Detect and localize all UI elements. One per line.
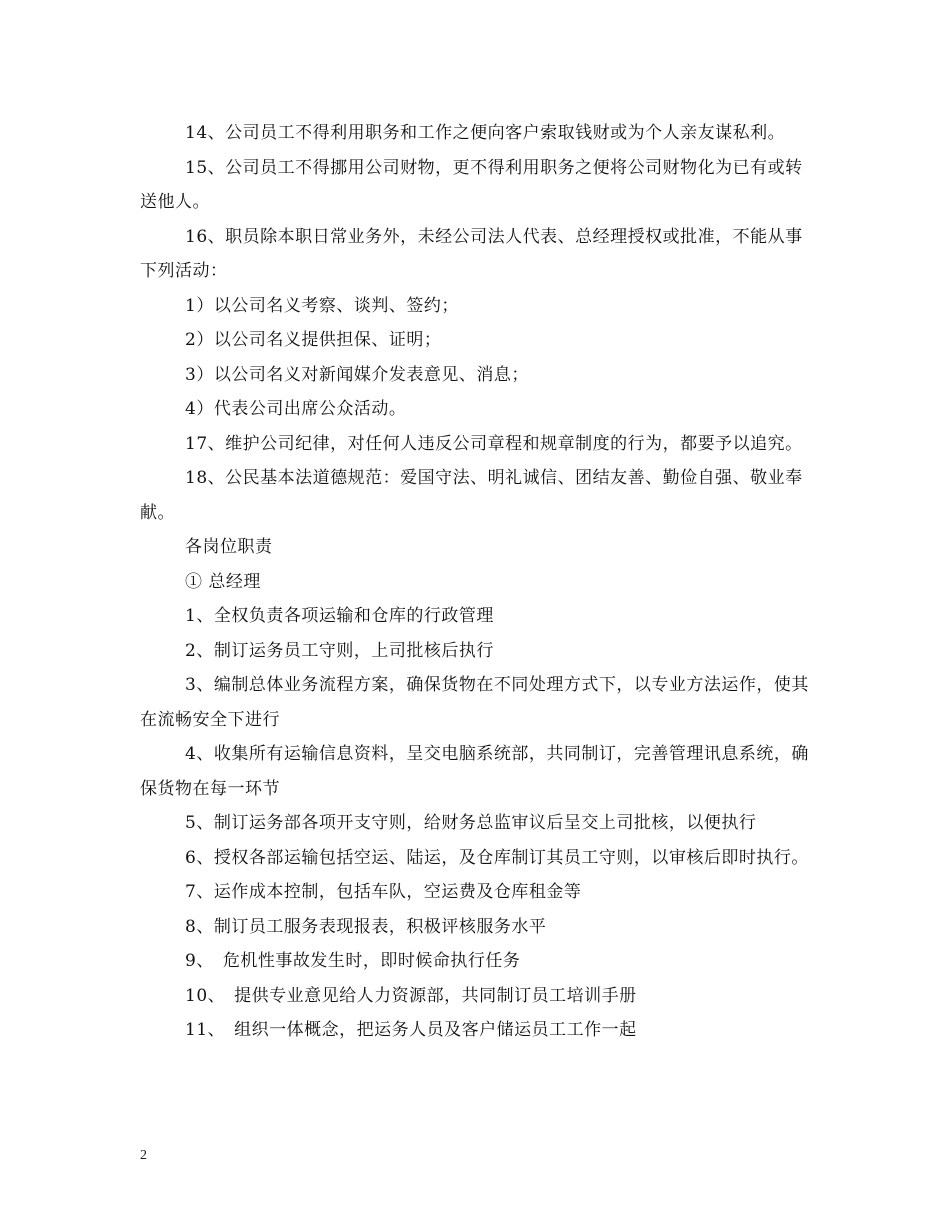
list-item-1: 1）以公司名义考察、谈判、签约；: [185, 295, 459, 316]
duty-item-6: 6、授权各部运输包括空运、陆运，及仓库制订其员工守则，以审核后即时执行。: [185, 847, 809, 868]
duty-item-10: 10、 提供专业意见给人力资源部，共同制订员工培训手册: [185, 985, 637, 1006]
subsection-heading: ① 总经理: [185, 571, 261, 592]
document-body: [140, 116, 812, 1048]
duty-item-9: 9、 危机性事故发生时，即时候命执行任务: [185, 951, 521, 971]
duty-item-4: 4、收集所有运输信息资料，呈交电脑系统部，共同制订，完善管理讯息系统，确保货物在每一环节: [140, 744, 809, 799]
duty-item-8: 8、制订员工服务表现报表，积极评核服务水平: [185, 916, 547, 937]
page-number: 2: [140, 1148, 147, 1163]
duty-item-3: 3、编制总体业务流程方案，确保货物在不同处理方式下，以专业方法运作，使其在流畅安全下进行: [140, 675, 809, 730]
duty-item-7: 7、运作成本控制，包括车队，空运费及仓库租金等: [185, 882, 582, 902]
list-item-2: 2）以公司名义提供担保、证明；: [185, 330, 442, 350]
paragraph-15: 15、公司员工不得挪用公司财物，更不得利用职务之便将公司财物化为已有或转送他人。: [140, 157, 803, 212]
duty-item-5: 5、制订运务部各项开支守则，给财务总监审议后呈交上司批核，以便执行: [185, 813, 757, 833]
duty-item-1: 1、全权负责各项运输和仓库的行政管理: [185, 606, 494, 626]
duty-item-11: 11、 组织一体概念，把运务人员及客户储运员工工作一起: [185, 1020, 637, 1040]
paragraph-17: 17、维护公司纪律，对任何人违反公司章程和规章制度的行为，都要予以追究。: [185, 433, 803, 454]
duty-item-2: 2、制订运务员工守则，上司批核后执行: [185, 640, 494, 661]
paragraph-18: 18、公民基本法道德规范：爱国守法、明礼诚信、团结友善、勤俭自强、敬业奉献。: [140, 468, 803, 523]
paragraph-14: 14、公司员工不得利用职务和工作之便向客户索取钱财或为个人亲友谋私利。: [185, 123, 786, 143]
list-item-4: 4）代表公司出席公众活动。: [185, 399, 407, 419]
section-heading: 各岗位职责: [185, 537, 273, 557]
paragraph-16: 16、职员除本职日常业务外，未经公司法人代表、总经理授权或批准，不能从事下列活动：: [140, 226, 803, 281]
list-item-3: 3）以公司名义对新闻媒介发表意见、消息；: [185, 364, 529, 385]
